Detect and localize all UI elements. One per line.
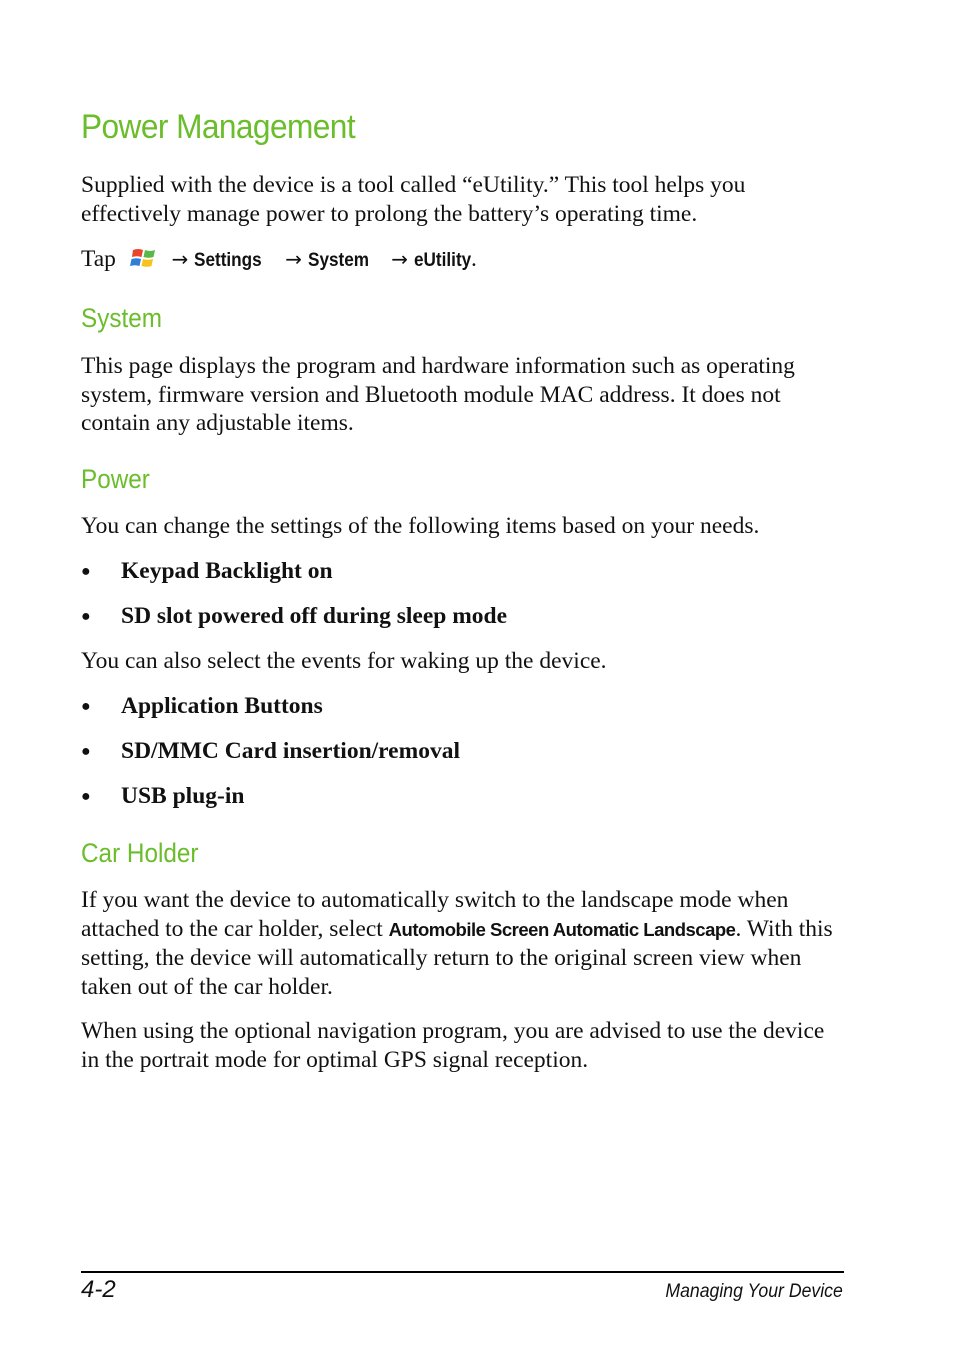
bullet-icon: ● bbox=[81, 743, 91, 760]
setting-keypad-backlight: Keypad Backlight on bbox=[121, 558, 333, 584]
bullet-icon: ● bbox=[81, 698, 91, 715]
section-heading-car-holder: Car Holder bbox=[81, 838, 199, 868]
tap-instruction bbox=[81, 244, 477, 278]
list-item bbox=[81, 782, 244, 813]
footer-divider bbox=[81, 1271, 844, 1273]
arrow-right-icon: → bbox=[171, 247, 189, 271]
page-number: 4-2 bbox=[81, 1276, 116, 1303]
windows-start-icon bbox=[130, 246, 158, 278]
power-intro-paragraph: You can change the settings of the following items based on your needs. bbox=[81, 513, 760, 539]
tap-step-system: System bbox=[308, 249, 370, 271]
list-item bbox=[81, 692, 323, 723]
tap-step-eutility: eUtility bbox=[414, 249, 472, 271]
tap-suffix: . bbox=[471, 246, 477, 272]
car-holder-text-2: . With this setting, the device will automatically return to the original screen view when taken out of the car holder. bbox=[81, 915, 833, 1001]
bullet-icon: ● bbox=[81, 788, 91, 805]
section-heading-power: Power bbox=[81, 464, 150, 494]
navigation-paragraph: When using the optional navigation program, you are advised to use the device in the portrait mode for optimal GPS signal reception. bbox=[81, 1018, 825, 1073]
page-title: Power Management bbox=[81, 108, 356, 146]
list-item bbox=[81, 737, 460, 768]
system-paragraph: This page displays the program and hardware information such as operating system, firmware version and Bluetooth module MAC address. It does not contain any adjustable items. bbox=[81, 353, 795, 437]
car-holder-text-1: If you want the device to automatically switch to the landscape mode when attached to the car holder, select bbox=[81, 887, 789, 942]
bullet-icon: ● bbox=[81, 563, 91, 580]
event-usb-plug-in: USB plug-in bbox=[121, 783, 245, 809]
car-holder-paragraph bbox=[81, 886, 844, 1002]
power-events-paragraph: You can also select the events for waking up the device. bbox=[81, 648, 607, 674]
event-sd-mmc-card: SD/MMC Card insertion/removal bbox=[121, 738, 460, 764]
bullet-icon: ● bbox=[81, 608, 91, 625]
tap-prefix: Tap bbox=[81, 246, 116, 272]
tap-step-settings: Settings bbox=[194, 249, 263, 271]
list-item bbox=[81, 557, 333, 588]
footer-chapter-title: Managing Your Device bbox=[665, 1281, 843, 1302]
arrow-right-icon: → bbox=[285, 247, 302, 271]
event-application-buttons: Application Buttons bbox=[121, 693, 323, 719]
setting-sd-slot: SD slot powered off during sleep mode bbox=[121, 603, 508, 629]
car-holder-setting: Automobile Screen Automatic Landscape bbox=[388, 918, 736, 940]
arrow-right-icon: → bbox=[391, 247, 409, 271]
list-item bbox=[81, 602, 507, 633]
intro-paragraph: Supplied with the device is a tool called “eUtility.” This tool helps you effectively manage power to prolong the battery’s operating time. bbox=[81, 172, 746, 227]
section-heading-system: System bbox=[81, 303, 163, 333]
